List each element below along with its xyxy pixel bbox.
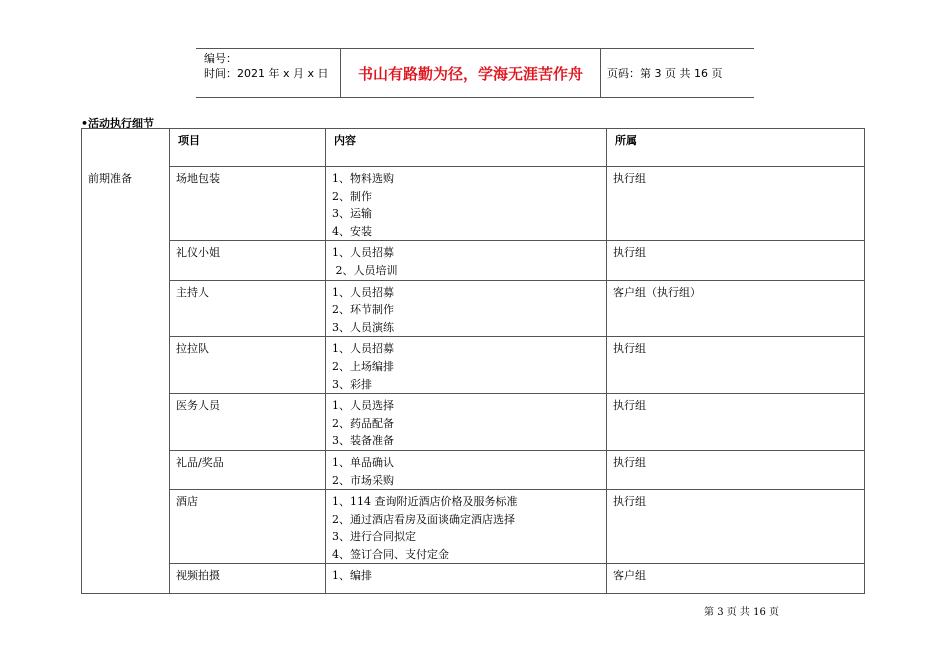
owner-cell: 客户组（执行组） [607, 280, 865, 337]
content-cell [326, 167, 607, 241]
content-line: 2、人员培训 [332, 263, 398, 277]
item-cell: 场地包装 [170, 167, 326, 241]
time-label: 时间：2021 年 x 月 x 日 [204, 67, 329, 80]
item-cell: 礼品/奖品 [170, 450, 326, 489]
page-header [196, 48, 754, 98]
content-cell [326, 450, 607, 489]
table-header-row [82, 129, 865, 167]
content-line: 1、人员选择 [332, 399, 394, 413]
column-header-owner: 所属 [607, 129, 865, 167]
content-line: 2、制作 [332, 189, 372, 203]
content-cell [326, 241, 607, 280]
table-row [82, 394, 865, 451]
code-label: 编号： [204, 52, 237, 65]
content-line: 3、运输 [332, 207, 372, 221]
content-line: 3、彩排 [332, 377, 372, 391]
page-footer: 第 3 页 共 16 页 [704, 607, 779, 618]
column-header-content: 内容 [326, 129, 607, 167]
owner-cell: 执行组 [607, 490, 865, 564]
owner-cell: 执行组 [607, 394, 865, 451]
content-line: 1、人员招募 [332, 285, 394, 299]
column-header-item: 项目 [170, 129, 326, 167]
table-row [82, 450, 865, 489]
content-line: 4、安装 [332, 224, 372, 238]
content-line: 4、签订合同、支付定金 [332, 547, 449, 561]
content-line: 2、药品配备 [332, 416, 394, 430]
table-row [82, 167, 865, 241]
content-line: 3、装备准备 [332, 434, 394, 448]
content-line: 1、单品确认 [332, 455, 394, 469]
content-line: 3、人员演练 [332, 320, 394, 334]
content-line: 1、人员招募 [332, 342, 394, 356]
content-cell [326, 564, 607, 594]
owner-cell: 执行组 [607, 450, 865, 489]
item-cell: 主持人 [170, 280, 326, 337]
item-cell: 礼仪小姐 [170, 241, 326, 280]
content-line: 1、人员招募 [332, 246, 394, 260]
content-line: 2、环节制作 [332, 303, 394, 317]
table-row [82, 337, 865, 394]
content-line: 2、通过酒店看房及面谈确定酒店选择 [332, 512, 515, 526]
table-row [82, 490, 865, 564]
content-cell [326, 337, 607, 394]
table-row [82, 564, 865, 594]
content-line: 2、上场编排 [332, 359, 394, 373]
item-cell: 拉拉队 [170, 337, 326, 394]
content-line: 1、编排 [332, 569, 372, 583]
content-line: 1、114 查询附近酒店价格及服务标准 [332, 495, 518, 509]
category-cell: 前期准备 [82, 167, 170, 594]
content-line: 2、市场采购 [332, 473, 394, 487]
content-line: 3、进行合同拟定 [332, 530, 416, 544]
content-cell [326, 490, 607, 564]
table-row [82, 280, 865, 337]
owner-cell: 客户组 [607, 564, 865, 594]
table-row [82, 241, 865, 280]
content-line: 1、物料选购 [332, 172, 394, 185]
owner-cell: 执行组 [607, 241, 865, 280]
header-meta [196, 49, 341, 97]
content-cell [326, 280, 607, 337]
item-cell: 视频拍摄 [170, 564, 326, 594]
content-cell [326, 394, 607, 451]
owner-cell: 执行组 [607, 337, 865, 394]
execution-detail-table [81, 128, 865, 594]
page-number-label: 页码：第 3 页 共 16 页 [607, 67, 723, 80]
section-title: •活动执行细节 [81, 117, 155, 130]
table-header-blank [82, 129, 170, 167]
owner-cell: 执行组 [607, 167, 865, 241]
item-cell: 酒店 [170, 490, 326, 564]
header-slogan: 书山有路勤为径，学海无涯苦作舟 [341, 49, 601, 97]
item-cell: 医务人员 [170, 394, 326, 451]
